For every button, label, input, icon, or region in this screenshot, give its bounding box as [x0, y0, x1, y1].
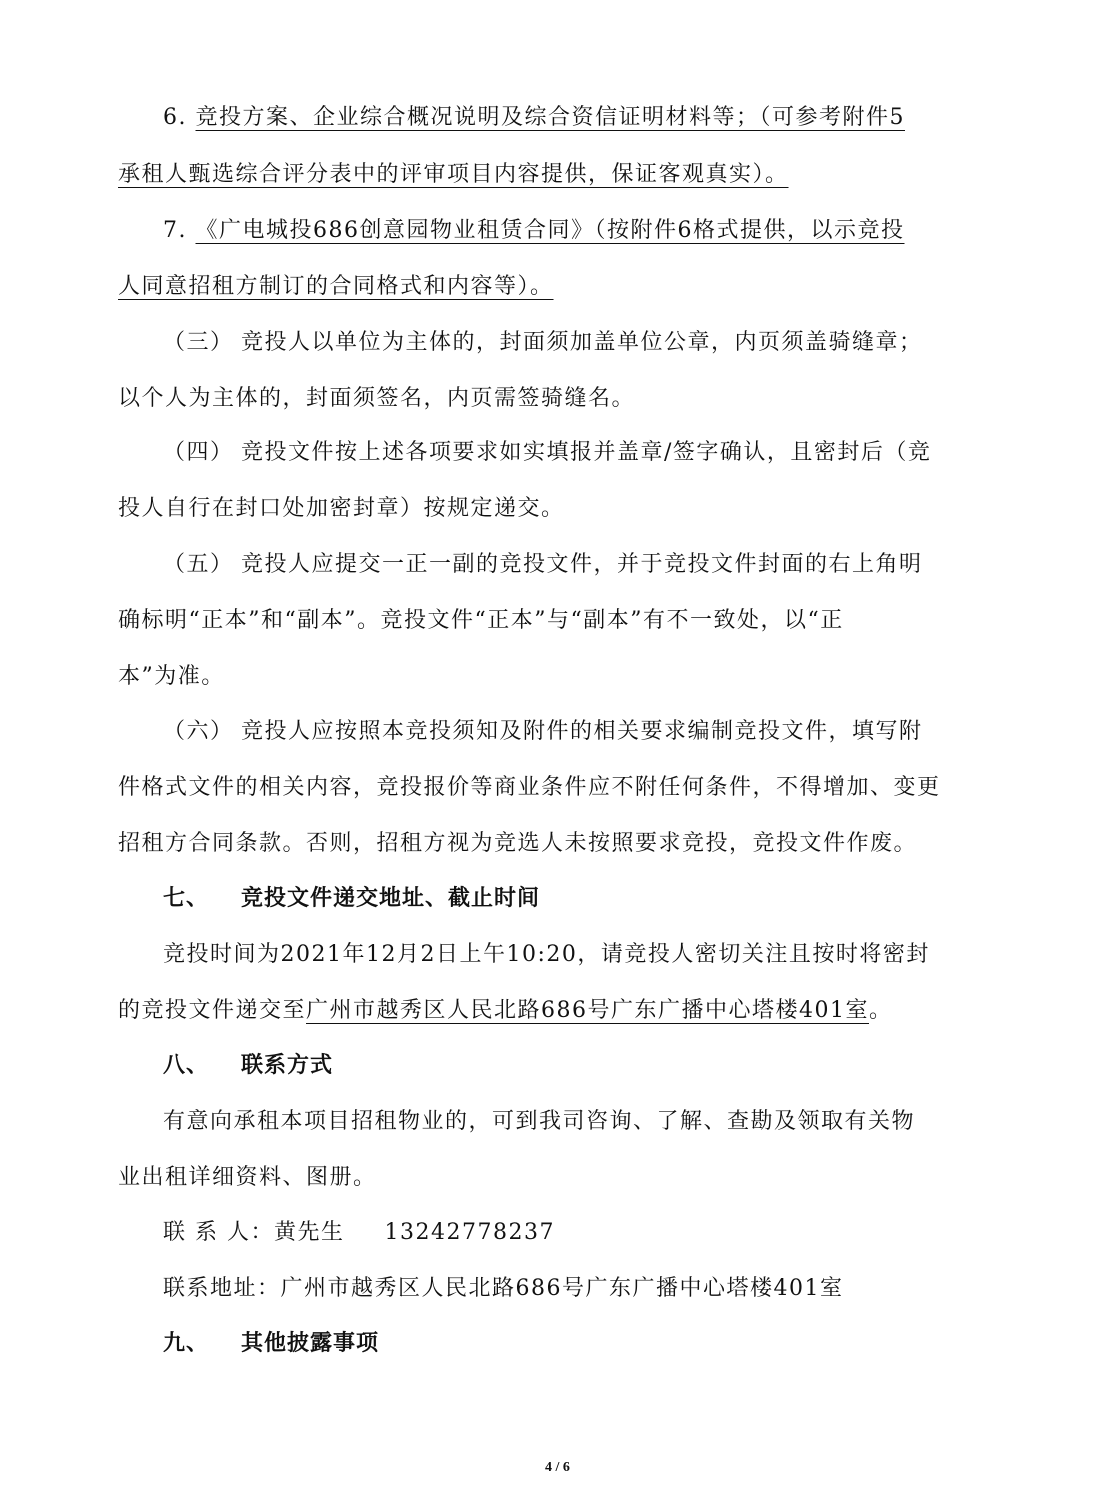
section-9-title: 其他披露事项 — [241, 1331, 380, 1356]
contact-address-line — [163, 1274, 1043, 1304]
contact-label: 联 系 人： — [163, 1220, 274, 1245]
item-7-line-1 — [163, 216, 1043, 246]
section-7-number: 七、 — [163, 886, 210, 911]
para-5-number: （五） — [163, 552, 234, 577]
para-5-line-3: 本”为准。 — [118, 664, 225, 689]
section-8-line-1: 有意向承租本项目招租物业的，可到我司咨询、了解、查勘及领取有关物 — [163, 1109, 916, 1134]
para-6-number: （六） — [163, 719, 234, 744]
contact-person-line — [163, 1218, 1043, 1248]
item-6-line-2 — [118, 160, 998, 190]
section-9-heading — [163, 1329, 379, 1359]
contact-name: 黄先生 — [274, 1220, 345, 1245]
item-6-text: 竞投方案、企业综合概况说明及综合资信证明材料等；（可参考附件5 — [195, 105, 905, 130]
item-6-line-1 — [163, 103, 1043, 133]
item-7-text: 《广电城投686创意园物业租赁合同》（按附件6格式提供，以示竞投 — [195, 218, 905, 243]
para-4-line-2: 投人自行在封口处加密封章）按规定递交。 — [118, 496, 565, 521]
address-label: 联系地址： — [163, 1276, 281, 1301]
item-6-text-cont: 承租人甄选综合评分表中的评审项目内容提供，保证客观真实）。 — [118, 162, 789, 187]
section-8-line-2: 业出租详细资料、图册。 — [118, 1165, 377, 1190]
section-8-heading — [163, 1051, 333, 1081]
page-number: 4 / 6 — [545, 1460, 570, 1475]
section-9-number: 九、 — [163, 1331, 210, 1356]
submission-address: 广州市越秀区人民北路686号广东广播中心塔楼401室 — [306, 998, 869, 1023]
para-5-text: 竞投人应提交一正一副的竞投文件，并于竞投文件封面的右上角明 — [241, 552, 923, 577]
item-6-number: 6. — [163, 105, 187, 130]
item-7-number: 7. — [163, 218, 187, 243]
para-6-text: 竞投人应按照本竞投须知及附件的相关要求编制竞投文件，填写附 — [241, 719, 923, 744]
para-4-text: 竞投文件按上述各项要求如实填报并盖章/签字确认，且密封后（竞 — [241, 440, 932, 465]
section-7-heading — [163, 884, 540, 914]
para-6-line-2: 件格式文件的相关内容，竞投报价等商业条件应不附任何条件，不得增加、变更 — [118, 775, 941, 800]
contact-phone: 13242778237 — [384, 1220, 555, 1245]
section-7-line-2 — [118, 996, 998, 1026]
para-3-line-1 — [163, 328, 1043, 358]
item-7-text-cont: 人同意招租方制订的合同格式和内容等）。 — [118, 274, 554, 299]
section-7-period: 。 — [869, 998, 893, 1023]
para-3-number: （三） — [163, 330, 234, 355]
para-3-line-2: 以个人为主体的，封面须签名，内页需签骑缝名。 — [118, 386, 636, 411]
item-7-line-2 — [118, 272, 998, 302]
para-4-number: （四） — [163, 440, 234, 465]
para-3-text: 竞投人以单位为主体的，封面须加盖单位公章，内页须盖骑缝章； — [241, 330, 923, 355]
section-8-title: 联系方式 — [241, 1053, 334, 1078]
section-7-text: 的竞投文件递交至 — [118, 998, 307, 1023]
para-5-line-2: 确标明“正本”和“副本”。竞投文件“正本”与“副本”有不一致处，以“正 — [118, 608, 844, 633]
para-6-line-1 — [163, 717, 1043, 747]
para-5-line-1 — [163, 550, 1043, 580]
section-7-line-1: 竞投时间为2021年12月2日上午10:20，请竞投人密切关注且按时将密封 — [163, 942, 930, 967]
section-8-number: 八、 — [163, 1053, 210, 1078]
contact-address: 广州市越秀区人民北路686号广东广播中心塔楼401室 — [280, 1276, 844, 1301]
para-6-line-3: 招租方合同条款。否则，招租方视为竞选人未按照要求竞投，竞投文件作废。 — [118, 831, 918, 856]
section-7-title: 竞投文件递交地址、截止时间 — [241, 886, 541, 911]
para-4-line-1 — [163, 438, 1043, 468]
